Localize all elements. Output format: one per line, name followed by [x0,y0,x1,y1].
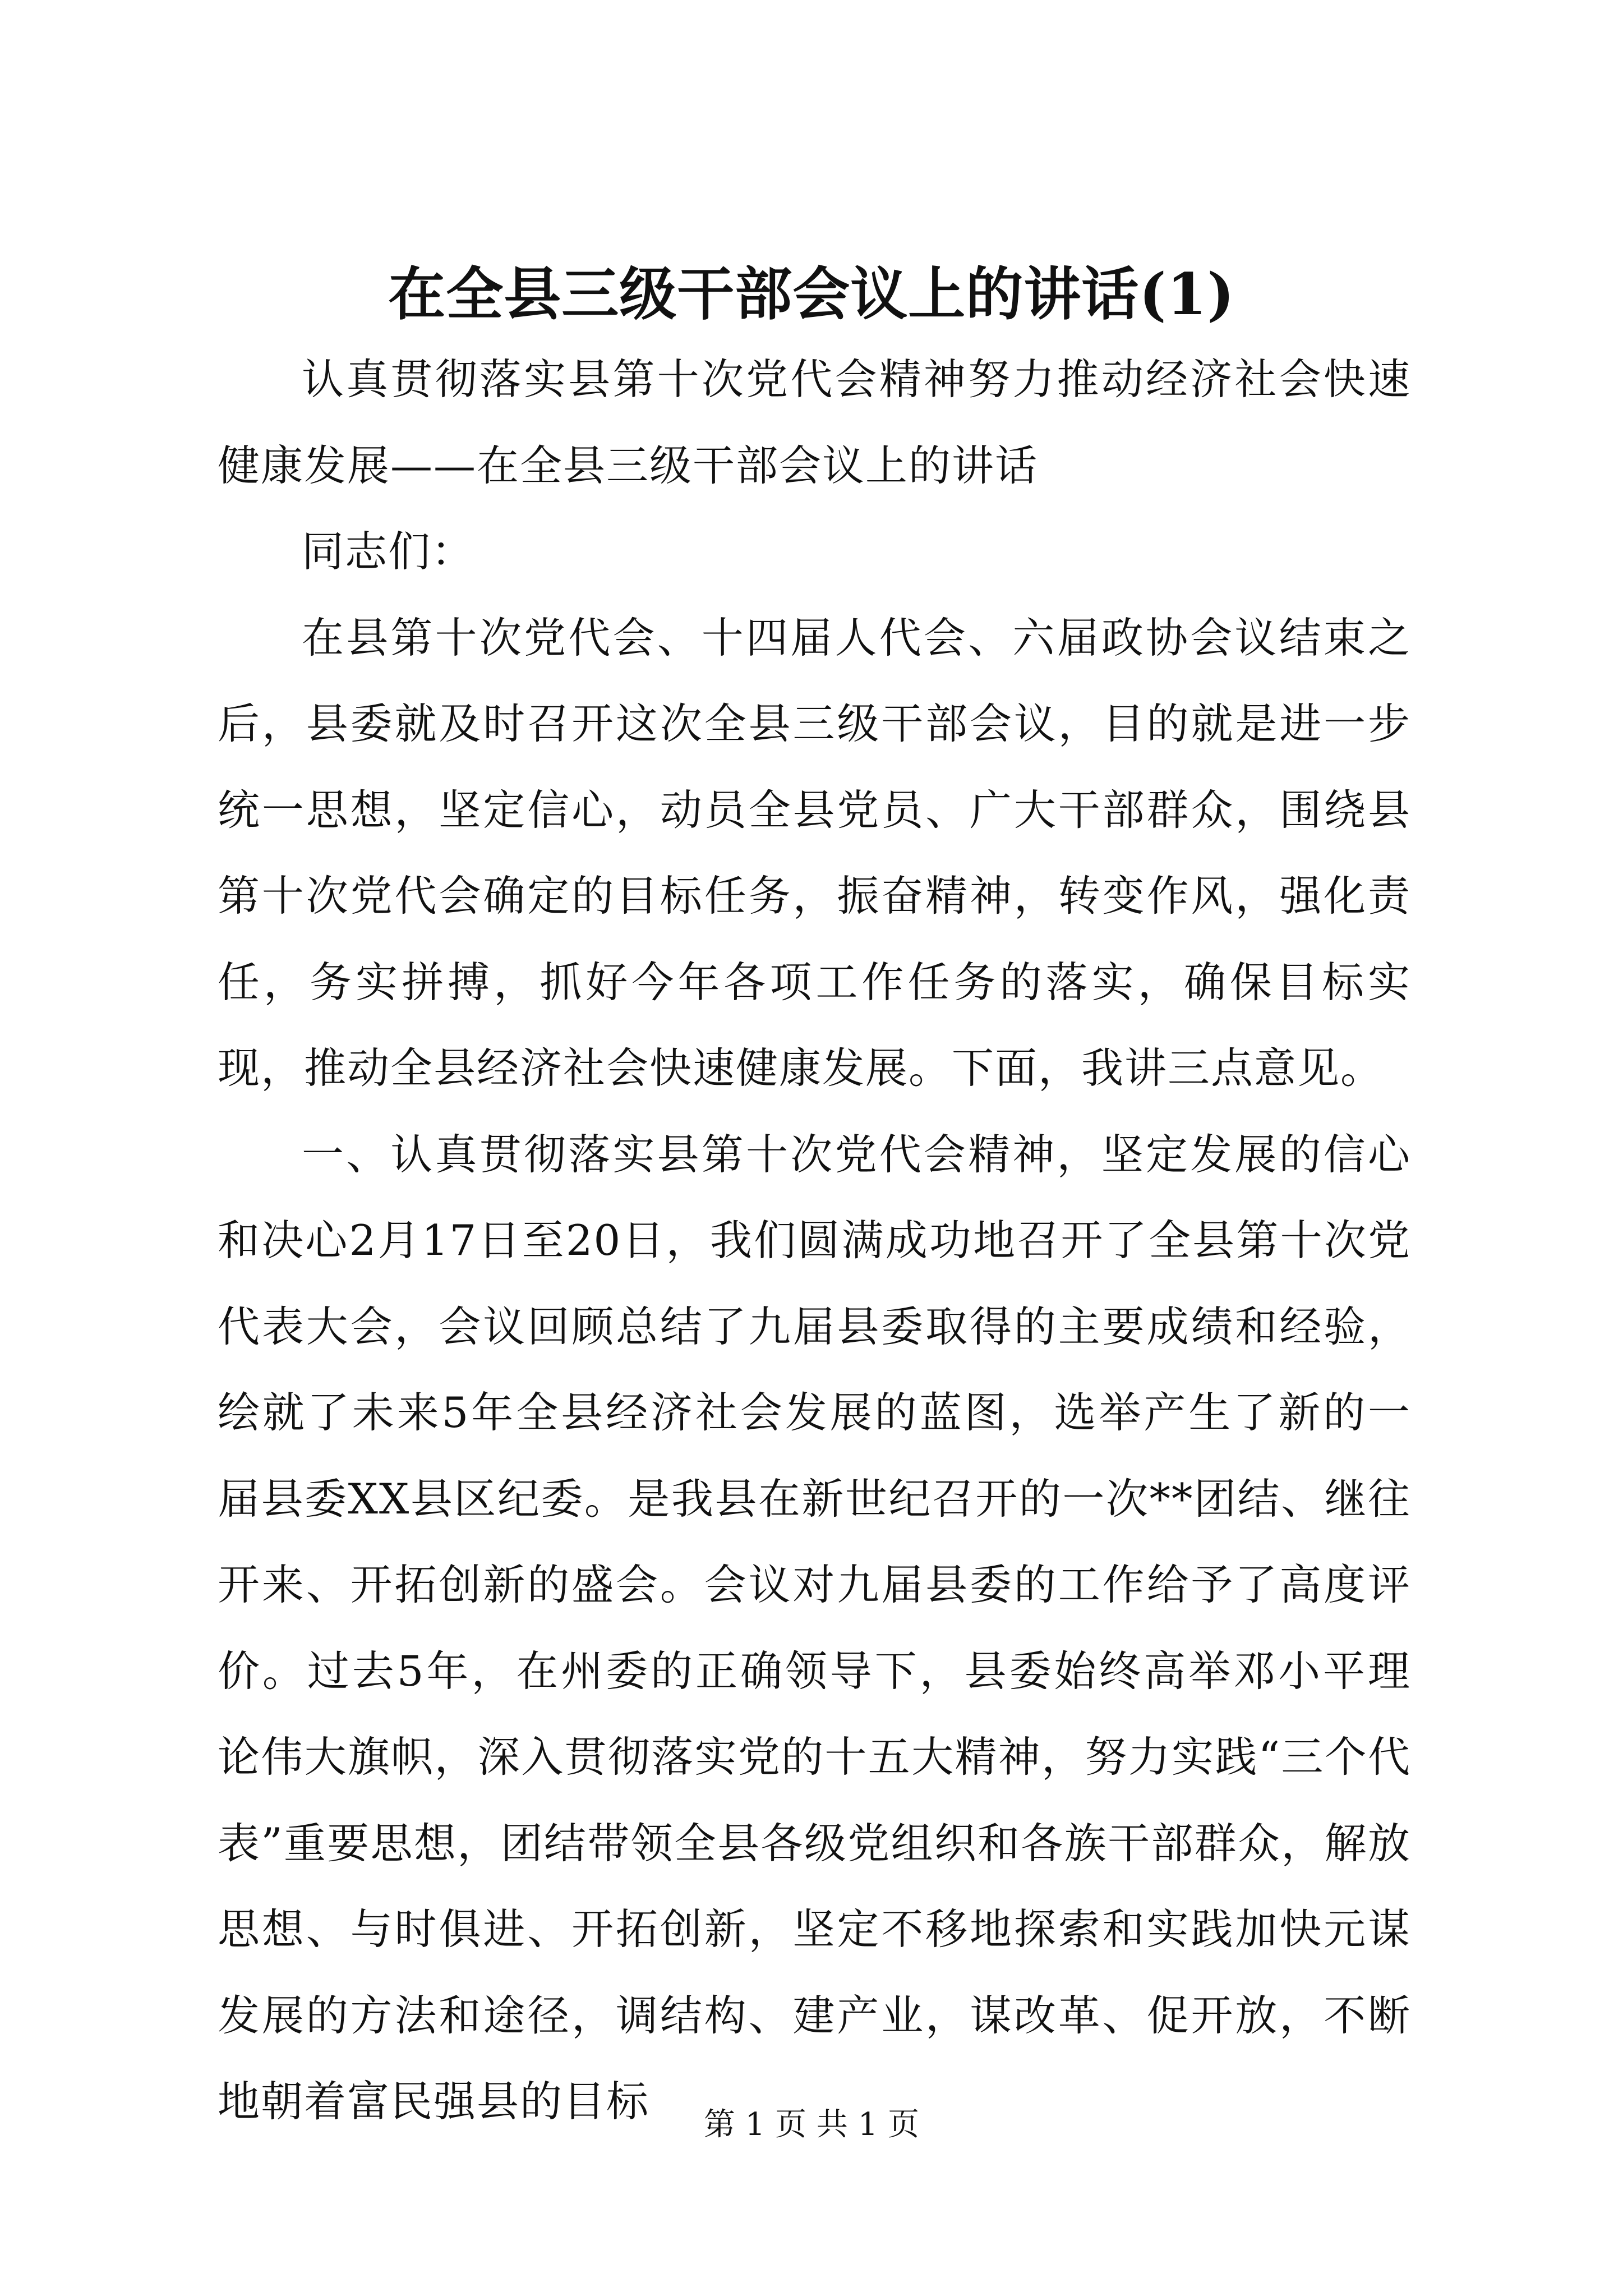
page-number: 第 1 页 共 1 页 [703,2106,920,2143]
intro-paragraph: 在县第十次党代会、十四届人代会、六届政协会议结束之后，县委就及时召开这次全县三级干部会议，目的就是进一步统一思想，坚定信心，动员全县党员、广大干部群众，围绕县第十次党代会确定的目标任务，振奋精神，转变作风，强化责任，务实拼搏，抓好今年各项工作任务的落实，确保目标实现，推动全县经济社会快速健康发展。下面，我讲三点意见。 [218,613,1411,1093]
subtitle-paragraph: 认真贯彻落实县第十次党代会精神努力推动经济社会快速健康发展——在全县三级干部会议上的讲话 [218,355,1411,490]
section-one-paragraph: 一、认真贯彻落实县第十次党代会精神，坚定发展的信心和决心2月17日至20日，我们圆满成功地召开了全县第十次党代表大会，会议回顾总结了九届县委取得的主要成绩和经验，绘就了未来5年全县经济社会发展的蓝图，选举产生了新的一届县委XX县区纪委。是我县在新世纪召开的一次**团结、继往开来、开拓创新的盛会。会议对九届县委的工作给予了高度评价。过去5年，在州委的正确领导下，县委始终高举邓小平理论伟大旗帜，深入贯彻落实党的十五大精神，努力实践“三个代表”重要思想，团结带领全县各级党组织和各族干部群众，解放思想、与时俱进、开拓创新，坚定不移地探索和实践加快元谋发展的方法和途径，调结构、建产业，谋改革、促开放，不断地朝着富民强县的目标 [218,1129,1411,2126]
document-body [218,337,1411,2145]
salutation-paragraph: 同志们： [302,527,475,576]
document-title: 在全县三级干部会议上的讲话(1) [388,261,1235,328]
